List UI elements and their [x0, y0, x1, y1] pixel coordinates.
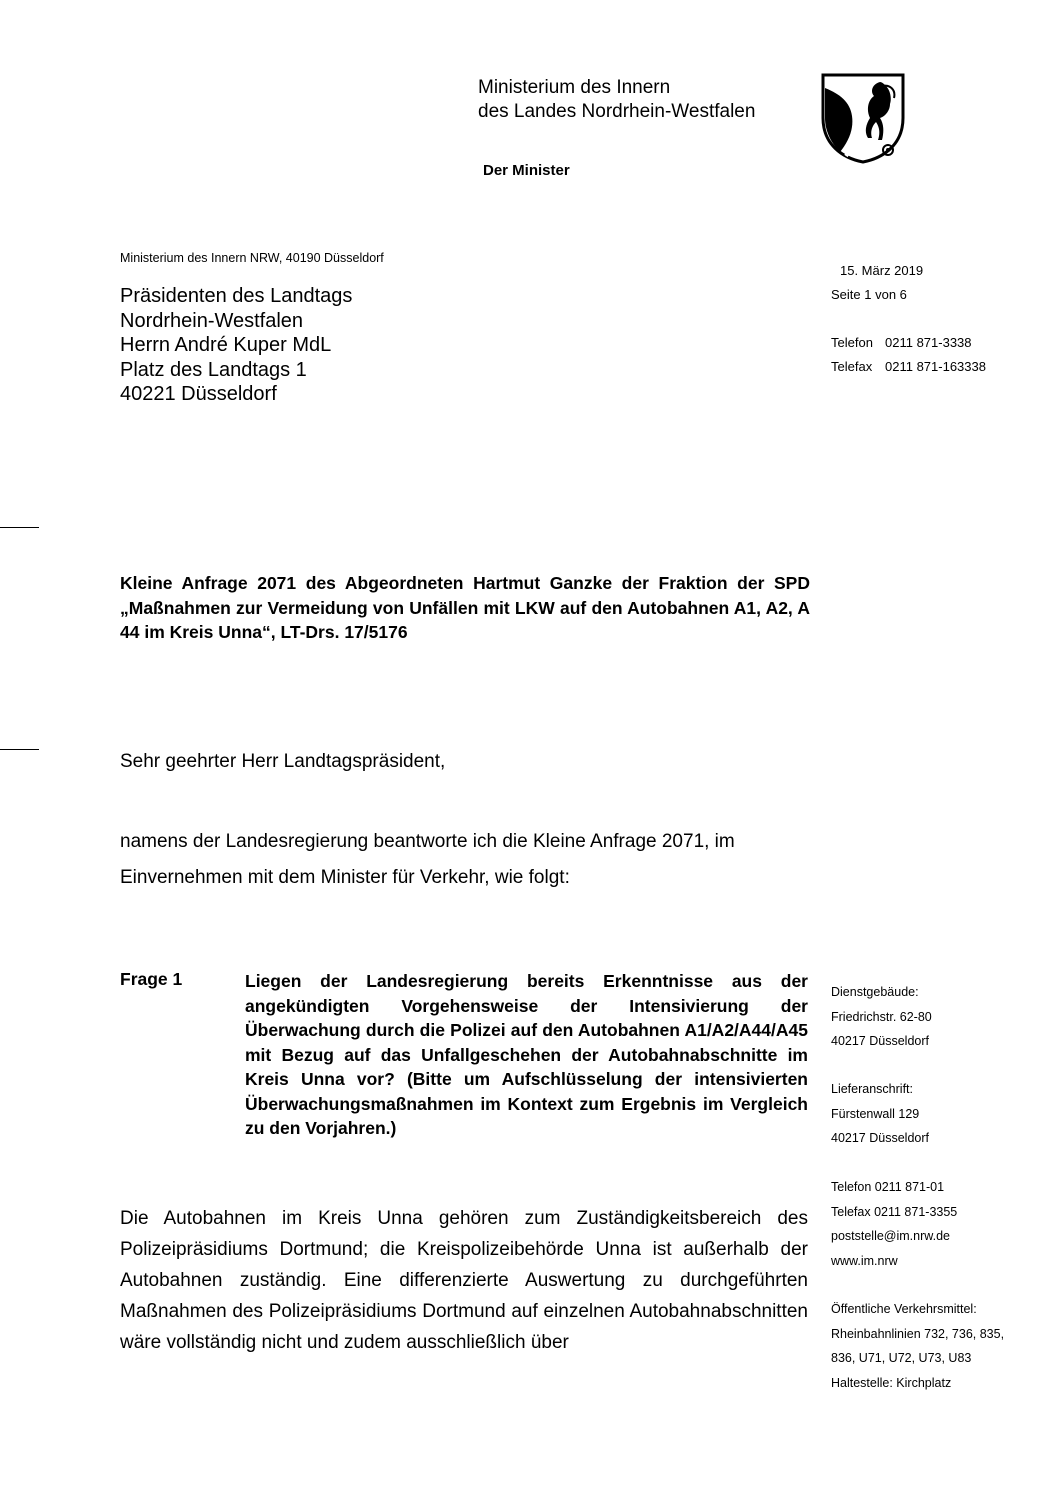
phone-number: 0211 871-3338 — [885, 335, 972, 350]
letter-subject: Kleine Anfrage 2071 des Abgeordneten Hartmut Ganzke der Fraktion der SPD „Maßnahmen zur Vermeidung von Unfällen mit LKW auf den Autobahnen A1, A2, A 44 im Kreis Unna“, LT-Drs. 17/5176 — [120, 573, 810, 642]
office-address — [831, 980, 932, 1054]
sidebar-line: 40217 Düsseldorf — [831, 1034, 929, 1048]
sidebar-line: 40217 Düsseldorf — [831, 1131, 929, 1145]
recipient-line: 40221 Düsseldorf — [120, 383, 277, 405]
public-transport — [831, 1297, 1004, 1395]
ministry-line-1: Ministerium des Innern — [478, 77, 671, 98]
sidebar-line: Telefon 0211 871-01 — [831, 1180, 945, 1194]
general-contact — [831, 1175, 957, 1273]
sender-address-line: Ministerium des Innern NRW, 40190 Düsseldorf — [120, 251, 384, 265]
contact-numbers — [831, 331, 986, 379]
letter-meta — [831, 259, 923, 307]
email-address: poststelle@im.nrw.de — [831, 1229, 950, 1243]
sidebar-line: Lieferanschrift: — [831, 1082, 913, 1096]
ministry-line-2: des Landes Nordrhein-Westfalen — [478, 101, 756, 122]
fold-mark — [0, 527, 39, 528]
recipient-line: Nordrhein-Westfalen — [120, 309, 304, 332]
ministry-name — [478, 76, 755, 124]
sidebar-line: Friedrichstr. 62-80 — [831, 1009, 932, 1024]
minister-label: Der Minister — [483, 162, 570, 179]
answer-paragraph: Die Autobahnen im Kreis Unna gehören zum Zuständigkeitsbereich des Polizeipräsidiums Dortmund; die Kreispolizeibehörde Unna ist außerhalb der Autobahnen zuständig. Eine differenzierte Auswertung zu durchgeführten Maßnahmen des Polizeipräsidiums Dortmund auf einzelnen Autobahnabschnitten wäre vollständig nicht und zudem ausschließlich über — [120, 1208, 808, 1353]
question-label: Frage 1 — [120, 969, 183, 989]
page-number: Seite 1 von 6 — [831, 287, 907, 302]
intro-paragraph: namens der Landesregierung beantworte ich die Kleine Anfrage 2071, im Einvernehmen mit dem Minister für Verkehr, wie folgt: — [120, 831, 735, 888]
phone-label: Telefon — [831, 335, 873, 350]
sidebar-line: Öffentliche Verkehrsmittel: — [831, 1302, 977, 1316]
fax-label: Telefax — [831, 359, 873, 374]
question-text: Liegen der Landesregierung bereits Erkenntnisse aus der angekündigten Vorgehensweise der Intensivierung der Überwachung durch die Polizei auf den Autobahnen A1/A2/A44/A45 mit Bezug auf das Unfallgeschehen der Autobahnabschnitte im Kreis Unna vor? (Bitte um Aufschlüsselung der intensivierten Überwachungsmaßnahmen im Kontext zum Ergebnis im Vergleich zu den Vorjahren.) — [245, 971, 808, 1138]
sidebar-line: Rheinbahnlinien 732, 736, 835, — [831, 1326, 1005, 1341]
sidebar-line: 836, U71, U72, U73, U83 — [831, 1351, 972, 1365]
salutation: Sehr geehrter Herr Landtagspräsident, — [120, 751, 446, 772]
phone-row — [831, 331, 986, 355]
fax-row — [831, 355, 986, 379]
fax-number: 0211 871-163338 — [885, 359, 986, 374]
letter-date: 15. März 2019 — [840, 263, 924, 278]
recipient-line: Platz des Landtags 1 — [120, 358, 307, 381]
nrw-coat-of-arms-icon — [820, 72, 906, 164]
sidebar-line: Haltestelle: Kirchplatz — [831, 1375, 952, 1390]
delivery-address — [831, 1077, 929, 1151]
sidebar-line: Dienstgebäude: — [831, 985, 919, 999]
recipient-line: Herrn André Kuper MdL — [120, 334, 332, 356]
fold-mark — [0, 749, 39, 750]
recipient-line: Präsidenten des Landtags — [120, 285, 353, 307]
recipient-address — [120, 284, 352, 407]
sidebar-line: Fürstenwall 129 — [831, 1106, 920, 1121]
sidebar-line: Telefax 0211 871-3355 — [831, 1204, 958, 1219]
website: www.im.nrw — [831, 1253, 898, 1268]
